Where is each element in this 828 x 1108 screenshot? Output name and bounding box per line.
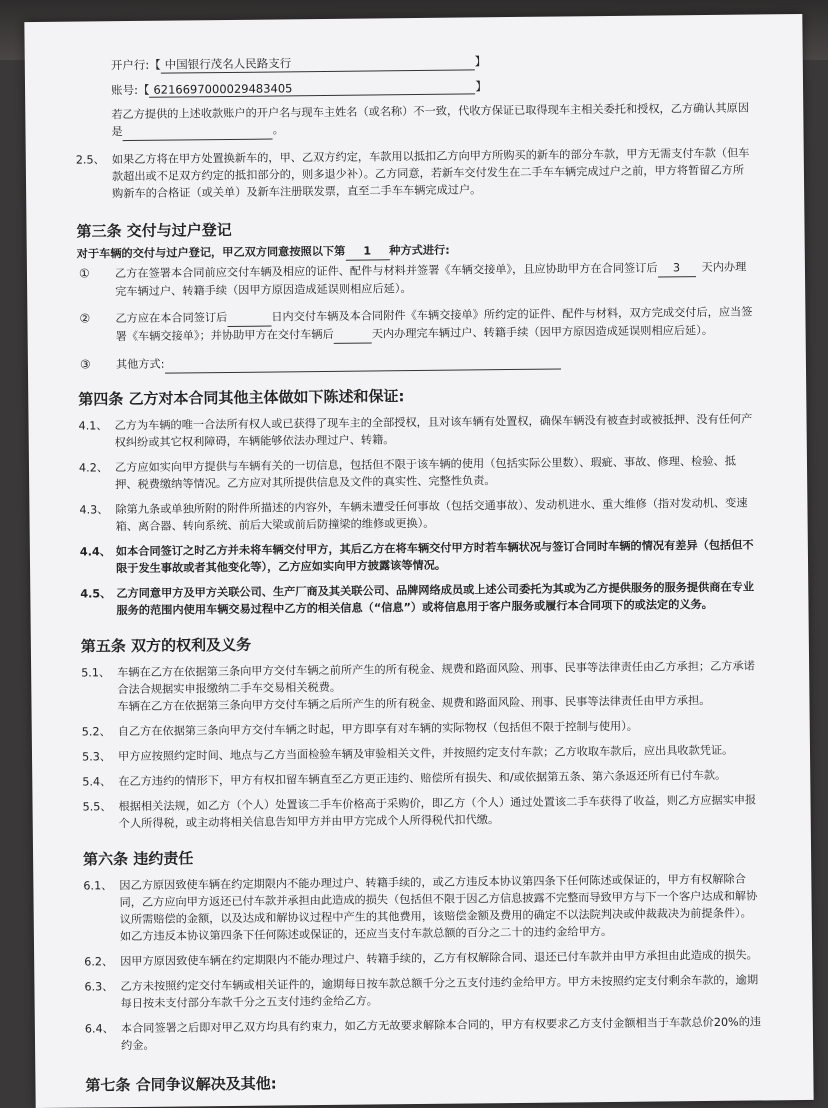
other-method-blank xyxy=(164,352,560,374)
option-body xyxy=(116,349,778,374)
clause-number: 5.2、 xyxy=(81,725,111,739)
clause xyxy=(84,971,784,1012)
clause-line: 乙方应如实向甲方提供与车辆有关的一切信息，包括但不限于该车辆的使用（包括实际公里数）、瑕疵、事故、修理、检验、抵 xyxy=(114,454,736,475)
method-number: 1 xyxy=(345,242,389,260)
days-blank xyxy=(227,309,271,327)
clause xyxy=(78,410,778,451)
clause xyxy=(80,536,780,577)
clause xyxy=(82,766,782,790)
option-text: 日内交付车辆及本合同附件《车辆交接单》所约定的证件、配件与材料，双方完成交付后，应当签 xyxy=(271,305,753,324)
clause-line: 甲方应按照约定时间、地点与乙方当面检验车辆及审验相关文件，并按照约定支付车款；乙方收取车款后，应出具收款凭证。 xyxy=(117,743,734,764)
clause-body xyxy=(119,870,784,945)
clause-number: 5.3、 xyxy=(81,750,112,764)
clause-number: 4.1、 xyxy=(78,419,108,433)
lead-text: 对于车辆的交付与过户登记，甲乙双方同意按照以下第 xyxy=(76,244,346,261)
clause-line: 根据相关法规，如乙方（个人）处置该二手车价格高于采购价，即乙方（个人）通过处置该二手车获得了收益，则乙方应据实申报 xyxy=(118,793,757,814)
clause-line: 购新车的合格证（或关单）及新车注册联发票，直至二手车车辆完成过户。 xyxy=(112,183,482,201)
article-6-clauses xyxy=(83,870,785,1054)
bank-value: 中国银行茂名人民路支行 xyxy=(161,53,475,73)
article-3-title: 第三条 交付与过户登记 xyxy=(76,220,232,241)
article-4-clauses xyxy=(78,410,780,619)
clause-line: 车辆在乙方在依据第三条向甲方交付车辆之后所产生的所有税金、规费和路面风险、刑事、民事等法律责任由甲方承担。 xyxy=(117,693,711,714)
clause-body xyxy=(120,971,784,1012)
clause-number: 2.5、 xyxy=(75,153,105,167)
clause-line: 限于发生事故或者其他变化等），乙方应如实向甲方披露该等情况。 xyxy=(115,558,447,576)
account-note xyxy=(111,99,775,141)
clause-number: 6.4、 xyxy=(84,1022,114,1036)
bank-open-bracket: 【 xyxy=(149,57,161,72)
clause-number: 6.2、 xyxy=(84,955,114,969)
bank-label: 开户行: xyxy=(110,57,150,73)
clause xyxy=(83,870,784,945)
clause-line: 车辆在乙方在依据第三条向甲方交付车辆之前所产生的所有税金、规费和路面风险、刑事、民事等法律责任由乙方承担；乙方承诺 xyxy=(117,659,755,680)
option-body xyxy=(115,303,777,346)
clause xyxy=(82,741,782,765)
clause-line: 服务的范围内使用车辆交易过程中乙方的相关信息（“信息”）或将信息用于客户服务或履行本合同项下的或法定的义务。 xyxy=(116,597,714,618)
clause xyxy=(82,716,782,740)
option-text: 乙方应在本合同签订后 xyxy=(115,310,228,326)
clause-line: 如果乙方将在甲方处置换新车的，甲、乙双方约定，车款用以抵扣乙方向甲方所购买的新车的部分车款，甲方无需支付车款（但车 xyxy=(111,146,750,167)
option-text: 署《车辆交接单》；并协助甲方在交付车辆后 xyxy=(115,327,334,344)
clause-line: 乙方为车辆的唯一合法所有权人或已获得了现车主的全部授权，且对该车辆有处置权，确保车辆没有被查封或被抵押、没有任何产 xyxy=(114,412,753,433)
clause-number: 5.1、 xyxy=(81,666,111,680)
account-note-line: 若乙方提供的上述收款账户的开户名与现车主姓名（或名称）不一致，代收方保证已取得现车主相关委托和授权，乙方确认其原因 xyxy=(111,101,750,122)
article-7-title: 第七条 合同争议解决及其他: xyxy=(85,1074,277,1095)
clause-line: 款超出或不足双方约定的抵扣部分的，则多退少补）。乙方同意，若新车交付发生在二手车车辆完成过户之前，甲方将暂留乙方所 xyxy=(111,163,745,184)
option-text: 乙方在签署本合同前应交付车辆及相应的证件、配件与材料并签署《车辆交接单》，且应协助甲方在合同签订后 xyxy=(114,261,658,281)
clause xyxy=(80,578,780,619)
clause-line: 在乙方违约的情形下，甲方有权扣留车辆直至乙方更正违约、赔偿所有损失、和/或依据第五条、第六条返还所有已付车款。 xyxy=(118,768,727,789)
article-5-clauses xyxy=(81,657,783,832)
clause-number: 6.3、 xyxy=(84,980,114,994)
account-note-text: 是 xyxy=(111,125,123,139)
clause xyxy=(79,452,779,493)
clause-body xyxy=(118,791,782,832)
option-number: ① xyxy=(78,266,90,281)
clause xyxy=(82,791,782,832)
clause xyxy=(85,1013,785,1054)
days-blank xyxy=(334,325,372,343)
account-field-row xyxy=(111,75,775,98)
clause-body xyxy=(116,536,780,577)
option-number: ③ xyxy=(79,357,91,372)
clause-number: 4.2、 xyxy=(78,461,109,475)
clause-number: 4.4、 xyxy=(79,545,111,559)
clause-body xyxy=(115,452,779,493)
clause-line: 约金。 xyxy=(120,1038,155,1053)
clause-line: 个人所得税，或主动将相关信息告知甲方并由甲方完成个人所得税代扣代缴。 xyxy=(118,813,500,831)
clause-body xyxy=(115,494,779,535)
clause-number: 6.1、 xyxy=(83,879,113,893)
clause-line: 同，乙方应向甲方返还已付车款并承担由此造成的损失（包括但不限于因乙方信息披露不完整而导致甲方与下一个客户达成和解协 xyxy=(119,889,758,910)
clause-line: 权纠纷或其它权利障碍，车辆能够依法办理过户、转籍。 xyxy=(114,433,395,450)
option-text: 其他方式: xyxy=(115,357,165,372)
clause-line: 除第九条或单独所附的附件所描述的内容外，车辆未遭受任何事故（包括交通事故）、发动机进水、重大维修（指对发动机、变速 xyxy=(115,496,748,517)
clause-number: 5.4、 xyxy=(82,775,112,789)
clause-line: 因甲方原因致使车辆在约定期限内不能办理过户、转籍手续的，乙方有权解除合同、退还已付车款并由甲方承担由此造成的损失。 xyxy=(120,948,758,969)
clause-line: 每日按未支付部分车款千分之五支付违约金给乙方。 xyxy=(120,994,379,1011)
clause-line: 合法合规据实申报缴纳二手车交易相关税费。 xyxy=(117,680,342,697)
clause-number: 5.5、 xyxy=(82,800,112,814)
clause-line: 因乙方原因致使车辆在约定期限内不能办理过户、转籍手续的，或乙方违反本协议第四条下任何陈述或保证的，甲方有权解除合 xyxy=(119,872,746,893)
clause-body xyxy=(121,1013,785,1054)
clause-line: 本合同签署之后即对甲乙双方均具有约束力，如乙方无故要求解除本合同的，甲方有权要求乙方支付金额相当于车款总价20%的违 xyxy=(120,1015,762,1036)
article-5-title: 第五条 双方的权利及义务 xyxy=(80,635,252,656)
lead-text-end: 种方式进行: xyxy=(389,243,450,258)
bank-field-row xyxy=(111,50,775,74)
clause-line: 如乙方违反本协议第四条下任何陈述或保证的，还应当支付车款总额的百分之二十的违约金给甲方。 xyxy=(119,924,613,944)
clause-body xyxy=(118,716,782,740)
option-1 xyxy=(77,258,777,300)
clause-line: 议所需赔偿的金额，以及达成和解协议过程中产生的其他费用，该赔偿金额及费用的确定不以法院判决或仲裁裁决为前提条件）。 xyxy=(119,906,752,927)
clause-body xyxy=(116,578,780,619)
clause-body xyxy=(118,741,782,765)
clause xyxy=(84,946,784,970)
clause xyxy=(81,657,781,715)
option-text: 天内办理完车辆过户、转籍手续（因甲方原因造成延误则相应后延）。 xyxy=(371,323,714,341)
clause-body xyxy=(117,657,781,715)
days-value: 3 xyxy=(657,259,695,277)
article-6-title: 第六条 违约责任 xyxy=(83,849,194,869)
clause-line: 乙方同意甲方及甲方关联公司、生产厂商及其关联公司、品牌网络成员或上述公司委托为其或为乙方提供服务的服务提供商在专业 xyxy=(116,580,755,601)
reason-blank xyxy=(123,122,273,142)
clause-number: 4.5、 xyxy=(80,587,112,601)
account-open-bracket: 【 xyxy=(137,82,150,97)
clause xyxy=(79,494,779,535)
clause-body xyxy=(118,766,782,790)
bank-close-bracket: 】 xyxy=(474,54,487,69)
clause-body xyxy=(114,410,778,451)
clause-line: 箱、离合器、转向系统、前后大梁或前后防撞梁的维修或更换）。 xyxy=(115,516,435,534)
clause-line: 自乙方在依据第三条向甲方交付车辆之时起，甲方即享有对车辆的实际物权（包括但不限于控制与使用）。 xyxy=(117,719,639,739)
account-note-end: 。 xyxy=(272,123,284,137)
account-label: 账号: xyxy=(110,82,138,98)
clause-body xyxy=(112,144,776,202)
article-4-title: 第四条 乙方对本合同其他主体做如下陈述和保证: xyxy=(78,387,405,409)
contract-page xyxy=(24,14,813,1108)
account-value: 6216697000029483405 xyxy=(149,79,475,97)
contract-content xyxy=(75,50,786,1099)
option-3 xyxy=(78,349,778,374)
clause-number: 4.3、 xyxy=(79,503,109,517)
clause-line: 押、税费缴纳等情况。乙方应对其所提供信息及文件的真实性、完整性负责。 xyxy=(115,474,496,492)
option-text: 天内办理 xyxy=(701,260,747,275)
option-2 xyxy=(77,303,777,346)
clause-line: 如本合同签订之时乙方并未将车辆交付甲方，其后乙方在将车辆交付甲方时若车辆状况与签订合同时车辆的情况有差异（包括但不 xyxy=(115,538,754,559)
clause-2-5 xyxy=(76,144,776,202)
clause-line: 乙方未按照约定交付车辆或相关证件的，逾期每日按车款总额千分之五支付违约金给甲方。甲方未按照约定支付剩余车款的，逾期 xyxy=(120,973,759,994)
clause-body xyxy=(120,946,784,970)
option-line: 完车辆过户、转籍手续（因甲方原因造成延误则相应后延）。 xyxy=(115,282,412,299)
option-number: ② xyxy=(79,311,91,326)
account-close-bracket: 】 xyxy=(475,79,487,94)
option-body xyxy=(115,258,777,300)
